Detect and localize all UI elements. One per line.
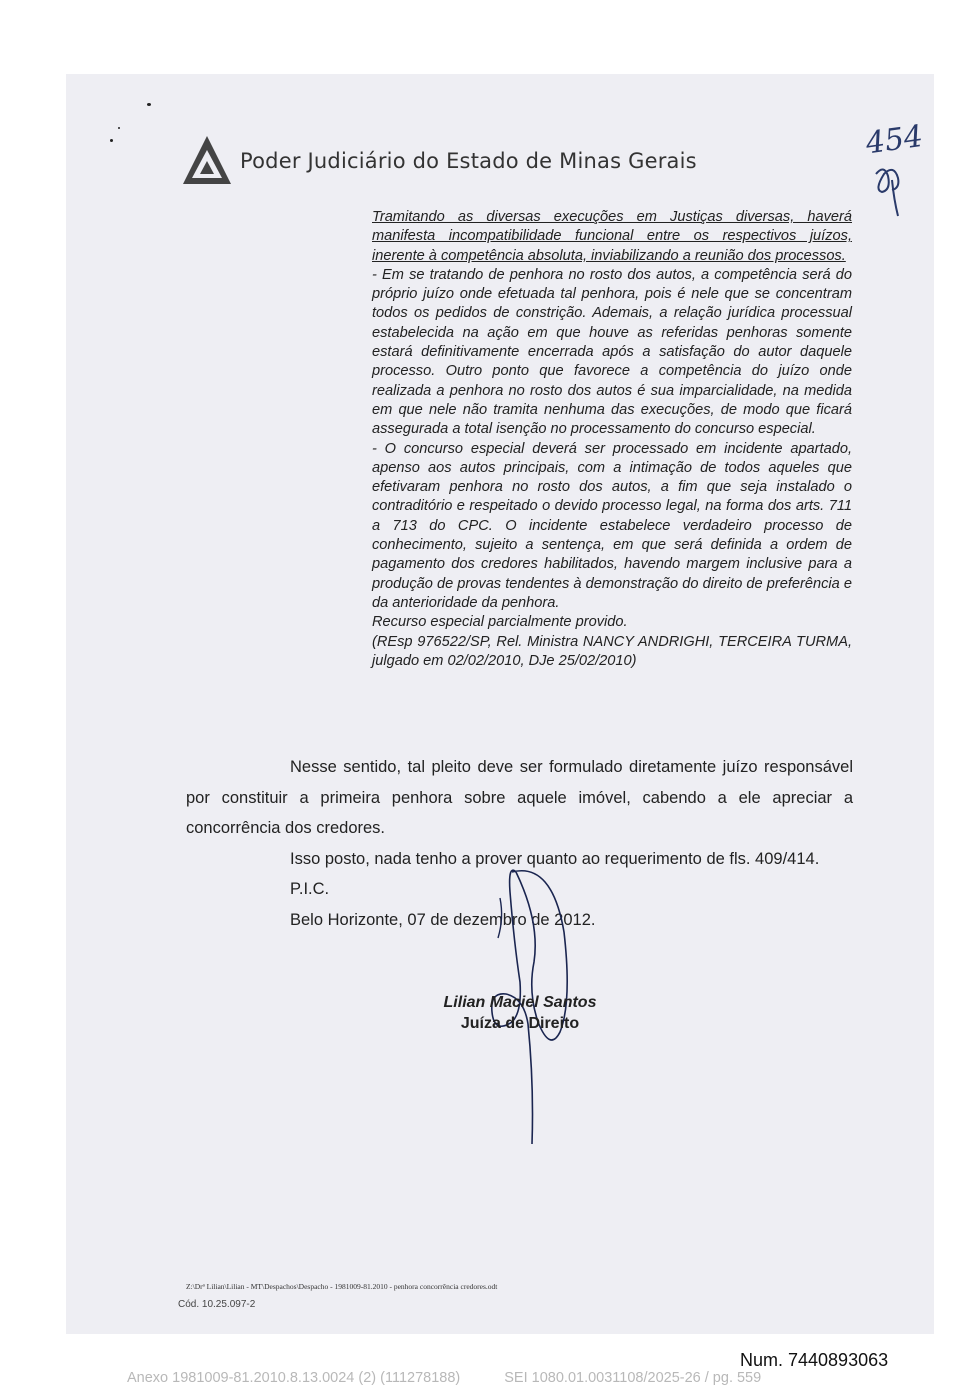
court-triangle-logo-icon — [180, 133, 234, 187]
quote-underlined-text: Tramitando as diversas execuções em Justiças diversas, haverá manifesta incompatibilidade funcional entre os respectivos juízos, inerente à competência absoluta, inviabilizando a reunião dos processos. — [372, 209, 852, 264]
body-paragraph-2: Isso posto, nada tenho a prover quanto ao requerimento de fls. 409/414. — [290, 849, 820, 868]
pic-line: P.I.C. — [290, 880, 330, 898]
jurisprudence-quote — [372, 208, 852, 671]
footer-watermark — [127, 1370, 761, 1386]
body-paragraph-1: Nesse sentido, tal pleito deve ser formulado diretamente juízo responsável por constituir a primeira penhora sobre aquele imóvel, cabendo a ele apreciar a concorrência dos credores. — [186, 758, 853, 837]
quote-paragraph-2: - O concurso especial deverá ser processado em incidente apartado, apenso aos autos principais, com a intimação de todos aqueles que efetivaram penhora no rosto dos autos, a fim que seja instalado o contraditório e respeitado o devido processo legal, na forma dos arts. 711 a 713 do CPC. O incidente estabelece verdadeiro processo de conhecimento, sujeito a sentença, em que será definida a ordem de pagamento dos credores habilitados, havendo margem inclusive para a produção de provas tendentes à demonstração do direito de preferência e da anterioridade da penhora. — [372, 440, 852, 611]
quote-paragraph-1: - Em se tratando de penhora no rosto dos autos, a competência será do próprio juízo onde efetuada tal penhora, pois é nele que se concentram todos os pedidos de constrição. Ademais, a relação jurídica processual estabelecida na ação em que houve as referidas penhoras somente estará definitivamente encerrada após a satisfação do autor daquele processo. Outro ponto que favorece a competência do juízo onde realizada a penhora no rosto dos autos é sua imparcialidade, na medida em que nele não tramita nenhuma das execuções, de modo que ficará assegurada a total isenção no processamento do concurso especial. — [372, 266, 852, 438]
quote-paragraph-3: Recurso especial parcialmente provido. — [372, 614, 628, 631]
signer-name: Lilian Maciel Santos — [443, 994, 597, 1011]
document-code: Cód. 10.25.097-2 — [178, 1299, 256, 1310]
footer-sei: SEI 1080.01.0031108/2025-26 / pg. 559 — [504, 1370, 762, 1386]
footer-annex: Anexo 1981009-81.2010.8.13.0024 (2) (111278188) — [127, 1370, 461, 1386]
letterhead — [180, 132, 697, 188]
quote-citation: (REsp 976522/SP, Rel. Ministra NANCY ANDRIGHI, TERCEIRA TURMA, julgado em 02/02/2010, DJe 25/02/2010) — [372, 633, 852, 669]
folio-number: 454 — [863, 118, 926, 162]
signer-role: Juíza de Direito — [460, 1015, 580, 1032]
signature-block — [400, 992, 640, 1034]
document-number: Num. 7440893063 — [740, 1350, 889, 1370]
handwritten-folio-mark — [862, 112, 932, 222]
scan-speck — [118, 127, 120, 129]
scan-speck — [110, 139, 113, 142]
court-title: Poder Judiciário do Estado de Minas Gerais — [240, 149, 697, 173]
scan-speck — [147, 103, 151, 106]
file-path: Z:\Drª Lilian\Lilian - MT\Despachos\Despacho - 1981009-81.2010 - penhora concorrência credores.odt — [186, 1282, 498, 1291]
date-line: Belo Horizonte, 07 de dezembro de 2012. — [290, 910, 596, 929]
